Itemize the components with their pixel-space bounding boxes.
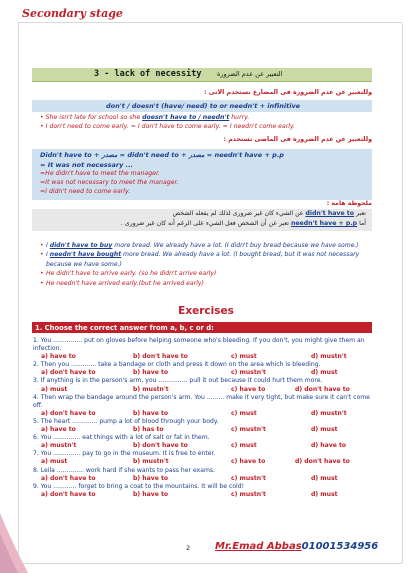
options-row: [33, 491, 373, 499]
bullet-pre: He didn't have to arrive early. (so he didn't arrive early): [46, 270, 217, 278]
option-a[interactable]: a) mustn't: [41, 442, 77, 450]
option-a[interactable]: a) must: [41, 458, 68, 466]
options-row: [33, 442, 373, 450]
author-name: Mr.Emad Abbas: [215, 541, 302, 552]
past-example-2: ≈It was not necessary to meet the manager.: [40, 179, 179, 186]
option-d[interactable]: d) don't have to: [295, 458, 350, 466]
bullet-pre: He needn't have arrived early.(but he arrived early): [46, 279, 204, 287]
option-c[interactable]: c) mustn't: [231, 369, 266, 377]
option-b[interactable]: b) mustn't: [133, 385, 169, 393]
option-b[interactable]: b) have to: [133, 409, 169, 417]
note-line-1: [173, 210, 366, 217]
question-text: 1. You ............... put on gloves before helping someone who's bleeding. If you don't, you might give them an infection.: [33, 337, 365, 353]
option-d[interactable]: d) must: [311, 369, 338, 377]
option-a[interactable]: a) have to: [41, 426, 76, 434]
question: [33, 394, 373, 410]
bullet-post: more bread. We already have a lot. (I bought bread, but it was not necessary because we have some.): [46, 251, 360, 268]
note-title: ملحوظة هامة :: [326, 200, 372, 207]
bullet-item: [40, 241, 370, 250]
options-row: [33, 426, 373, 434]
present-ex2-text: I don't need to come early. = I don't have to come early. = I needn't come early.: [45, 123, 296, 130]
question-text: 8. Leila .............. work hard if she wants to pass her exams.: [33, 466, 215, 474]
bullet-pre: I: [46, 251, 50, 259]
bullet-item: [40, 269, 370, 278]
section-title: 3 - lack of necessity: [94, 69, 202, 79]
option-d[interactable]: d) have to: [311, 442, 347, 450]
author-credit: [215, 541, 378, 552]
past-example-3: ≈I didn't need to come early.: [40, 188, 131, 195]
option-a[interactable]: a) don't have to: [41, 474, 96, 482]
past-formula-band: [32, 149, 372, 200]
note-r2-underline: needn't have + p.p: [290, 220, 358, 227]
question: [33, 361, 373, 369]
present-arabic-label: وللتعبير عن عدم الضرورة فى المضارع نستخدم الاتى :: [204, 89, 372, 96]
options-row: [33, 475, 373, 483]
question: [33, 450, 373, 458]
option-d[interactable]: d) must: [311, 426, 338, 434]
option-b[interactable]: b) have to: [133, 369, 169, 377]
note-r1-underline: didn't have to: [305, 210, 355, 217]
option-c[interactable]: c) must: [231, 442, 257, 450]
past-example-1: ≈He didn't have to meet the manager.: [40, 170, 160, 177]
past-formula: Didn't have to + مصدر = didn't need to + مصدر = needn't have + p.p: [40, 151, 284, 159]
page-number: 2: [186, 544, 191, 552]
option-c[interactable]: c) have to: [231, 385, 266, 393]
present-ex1-underline: doesn't have to / needn't: [142, 114, 230, 121]
option-c[interactable]: c) must: [231, 353, 257, 361]
instruction-text: 1. Choose the correct answer from a, b, c or d:: [35, 324, 214, 332]
question-text: 5. The heart ............. pump a lot of blood through your body.: [33, 417, 219, 425]
option-a[interactable]: a) must: [41, 385, 68, 393]
option-c[interactable]: c) mustn't: [231, 490, 266, 498]
bullet-item: [40, 250, 370, 269]
question-list: [33, 337, 373, 499]
present-ex1-pre: She isn't late for school so she: [45, 114, 143, 121]
bullet-item: [40, 279, 370, 288]
option-b[interactable]: b) have to: [133, 474, 169, 482]
bullet-post: more bread. We already have a lot. (I didn't buy bread because we have some.): [112, 242, 359, 249]
option-c[interactable]: c) have to: [231, 458, 266, 466]
note-r1-post: عن الشيء كان غير ضرورى لذلك لم يفعله الشخص: [172, 210, 306, 217]
present-formula: don't / doesn't (have/ need) to or needn't + infinitive: [106, 102, 301, 110]
corner-decoration-icon: [0, 493, 30, 573]
option-d[interactable]: d) mustn't: [311, 353, 347, 361]
present-ex1-post: hurry.: [229, 114, 250, 121]
question-text: 3. If anything is in the person's arm, you ............... pull it out because it could hurt them more.: [33, 377, 323, 385]
question: [33, 483, 373, 491]
exercises-title: Exercises: [178, 305, 234, 317]
section-title-arabic: التعبير عن عدم الضرورة: [217, 70, 283, 78]
present-formula-band: [32, 100, 372, 112]
bullet-pre: I: [46, 242, 50, 249]
options-row: [33, 386, 373, 394]
option-a[interactable]: a) don't have to: [41, 490, 96, 498]
options-row: [33, 369, 373, 377]
question-text: 9. You ............ forget to bring a coat to the mountains. It will be cold!: [33, 482, 245, 490]
option-d[interactable]: d) must: [311, 474, 338, 482]
question-text: 6. You .............. eat things with a lot of salt or fat in them.: [33, 434, 210, 442]
option-a[interactable]: a) don't have to: [41, 409, 96, 417]
option-c[interactable]: c) must: [231, 409, 257, 417]
question-text: 4. Then wrap the bandage around the person's arm. You ......... make it very tight, but make sure it can't come off.: [33, 393, 370, 409]
option-b[interactable]: b) has to: [133, 426, 164, 434]
question: [33, 377, 373, 385]
note-r2-pre: أما: [357, 220, 366, 227]
option-a[interactable]: a) have to: [41, 353, 76, 361]
question-text: 2. Then you ............. take a bandage or cloth and press it down on the area which is bleeding.: [33, 361, 321, 369]
author-phone: 01001534956: [301, 541, 379, 552]
option-b[interactable]: b) mustn't: [133, 458, 169, 466]
option-b[interactable]: b) don't have to: [133, 442, 188, 450]
option-d[interactable]: d) don't have to: [295, 385, 350, 393]
note-r2-post: تعبر عن أن الشخص فعل الشيء على الرغم أنه كان غير ضرورى .: [120, 220, 291, 227]
option-d[interactable]: d) mustn't: [311, 409, 347, 417]
question: [33, 467, 373, 475]
present-example-1: • She isn't late for school so she doesn't have to / needn't hurry.: [40, 114, 250, 121]
note-line-2: [121, 220, 366, 227]
option-b[interactable]: b) have to: [133, 490, 169, 498]
option-b[interactable]: b) don't have to: [133, 353, 188, 361]
options-row: [33, 353, 373, 361]
section-title-bar: [32, 68, 372, 82]
question: [33, 337, 373, 353]
option-a[interactable]: a) don't have to: [41, 369, 96, 377]
bullet-underline: didn't have to buy: [49, 242, 113, 249]
options-row: [33, 458, 373, 466]
options-row: [33, 410, 373, 418]
option-c[interactable]: c) mustn't: [231, 474, 266, 482]
question: [33, 418, 373, 426]
past-arabic-label: وللتعبير عن عدم الضرورة فى الماضى نستخدم :: [223, 136, 372, 143]
note-r1-pre: تعبر: [354, 210, 366, 217]
example-bullets: [40, 241, 370, 288]
option-d[interactable]: d) must: [311, 490, 338, 498]
instruction-bar: [32, 322, 372, 333]
present-example-2: • I don't need to come early. = I don't have to come early. = I needn't come early.: [40, 123, 296, 130]
note-band: [32, 209, 372, 231]
past-formula-sub: = It was not necessary ...: [40, 161, 134, 169]
question: [33, 434, 373, 442]
option-c[interactable]: c) mustn't: [231, 426, 266, 434]
bullet-underline: needn't have bought: [49, 251, 122, 259]
question-text: 7. You .............. pay to go in the museum. It is free to enter.: [33, 450, 216, 458]
stage-heading: Secondary stage: [22, 7, 123, 20]
